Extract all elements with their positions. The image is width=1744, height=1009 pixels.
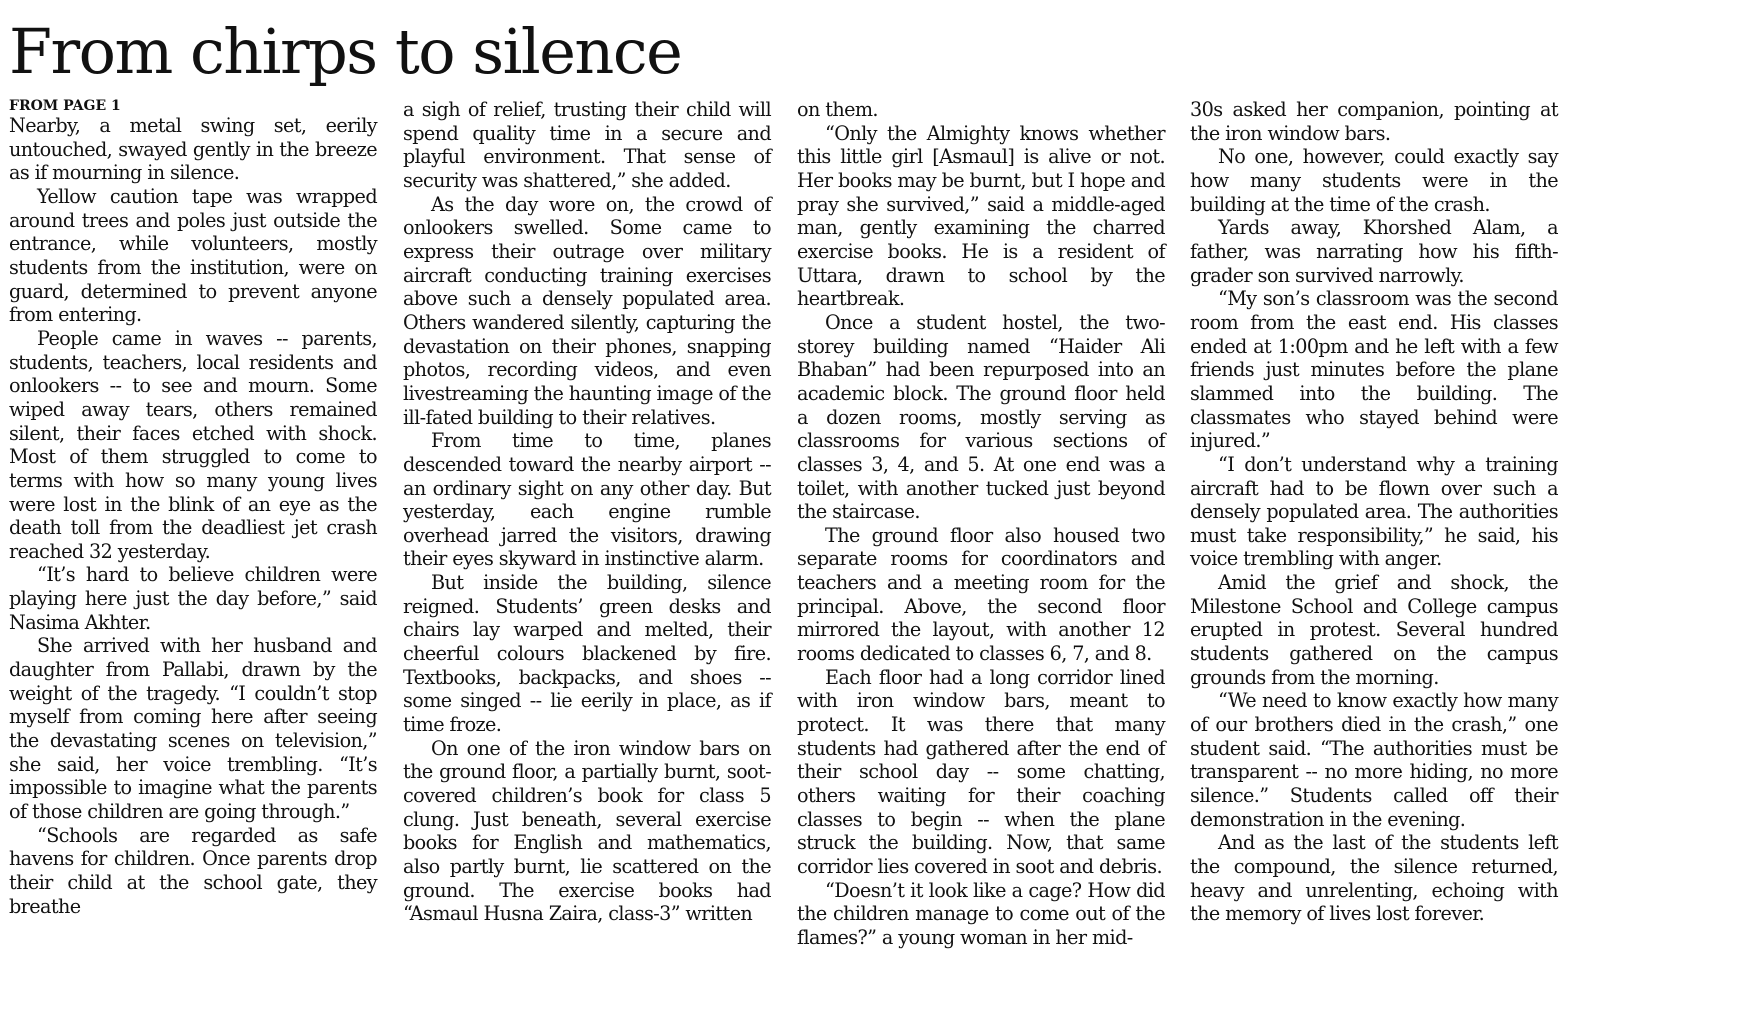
paragraph: a sigh of relief, trusting their child will spend quality time in a secure and playful environment. That sense of security was shattered,” she added. [403, 98, 771, 192]
paragraph: She arrived with her husband and daughter from Pallabi, drawn by the weight of the tragedy. “I couldn’t stop myself from coming here after seeing the devastating scenes on television,” she said, her voice trembling. “It’s impossible to imagine what the parents of those children are going through.” [9, 634, 377, 824]
paragraph: Once a student hostel, the two-storey building named “Haider Ali Bhaban” had been repurposed into an academic block. The ground floor held a dozen rooms, mostly serving as classrooms for various sections of classes 3, 4, and 5. At one end was a toilet, with another tucked just beyond the staircase. [797, 310, 1165, 524]
paragraph: “My son’s classroom was the second room from the east end. His classes ended at 1:00pm and he left with a few friends just minutes before the plane slammed into the building. The classmates who stayed behind were injured.” [1190, 287, 1558, 453]
paragraph: But inside the building, silence reigned. Students’ green desks and chairs lay warped and melted, their cheerful colours blackened by fire. Textbooks, backpacks, and shoes -- some singed -- lie eerily in place, as if time froze. [403, 571, 771, 737]
paragraph: On one of the iron window bars on the ground floor, a partially burnt, soot-covered children’s book for class 5 clung. Just beneath, several exercise books for English and mathematics, also partly burnt, lie scattered on the ground. The exercise books had “Asmaul Husna Zaira, class-3” written [403, 736, 771, 926]
paragraph: “We need to know exactly how many of our brothers died in the crash,” one student said. “The authorities must be transparent -- no more hiding, no more silence.” Students called off their demonstration in the evening. [1190, 689, 1558, 831]
paragraph: “I don’t understand why a training aircraft had to be flown over such a densely populated area. The authorities must take responsibility,” he said, his voice trembling with anger. [1190, 452, 1558, 571]
article-column-4 [1190, 98, 1558, 926]
paragraph: From time to time, planes descended toward the nearby airport -- an ordinary sight on any other day. But yesterday, each engine rumble overhead jarred the visitors, drawing their eyes skyward in instinctive alarm. [403, 429, 771, 571]
paragraph: As the day wore on, the crowd of onlookers swelled. Some came to express their outrage over military aircraft conducting training exercises above such a densely populated area. Others wandered silently, capturing the devastation on their phones, snapping photos, recording videos, and even livestreaming the haunting image of the ill-fated building to their relatives. [403, 192, 771, 429]
headline: From chirps to silence [9, 15, 682, 88]
paragraph: And as the last of the students left the compound, the silence returned, heavy and unrelenting, echoing with the memory of lives lost forever. [1190, 831, 1558, 926]
paragraph: “Schools are regarded as safe havens for children. Once parents drop their child at the school gate, they breathe [9, 823, 377, 918]
paragraph: on them. [797, 98, 878, 121]
article-column-3 [797, 98, 1165, 950]
paragraph: Each floor had a long corridor lined with iron window bars, meant to protect. It was there that many students had gathered after the end of their school day -- some chatting, others waiting for their coaching classes to begin -- when the plane struck the building. Now, that same corridor lies covered in soot and debris. [797, 665, 1165, 878]
paragraph: People came in waves -- parents, students, teachers, local residents and onlookers -- to see and mourn. Some wiped away tears, others remained silent, their faces etched with shock. Most of them struggled to come to terms with how so many young lives were lost in the blink of an eye as the death toll from the deadliest jet crash reached 32 yesterday. [9, 326, 377, 563]
article-column-2 [403, 98, 771, 926]
paragraph: No one, however, could exactly say how many students were in the building at the time of the crash. [1190, 145, 1558, 216]
paragraph: “Doesn’t it look like a cage? How did the children manage to come out of the flames?” a young woman in her mid- [797, 878, 1165, 949]
paragraph: The ground floor also housed two separate rooms for coordinators and teachers and a meeting room for the principal. Above, the second floor mirrored the layout, with another 12 rooms dedicated to classes 6, 7, and 8. [797, 523, 1165, 666]
kicker-from-page: FROM PAGE 1 [9, 98, 121, 114]
paragraph: Yards away, Khorshed Alam, a father, was narrating how his fifth-grader son survived narrowly. [1190, 216, 1558, 287]
paragraph: Yellow caution tape was wrapped around trees and poles just outside the entrance, while volunteers, mostly students from the institution, were on guard, determined to prevent anyone from entering. [9, 184, 377, 327]
paragraph: Amid the grief and shock, the Milestone School and College campus erupted in protest. Several hundred students gathered on the campus grounds from the morning. [1190, 571, 1558, 689]
paragraph: Nearby, a metal swing set, eerily untouched, swayed gently in the breeze as if mourning in silence. [9, 114, 377, 185]
paragraph: “It’s hard to believe children were playing here just the day before,” said Nasima Akhter. [9, 563, 377, 634]
paragraph: 30s asked her companion, pointing at the iron window bars. [1190, 98, 1558, 145]
paragraph: “Only the Almighty knows whether this little girl [Asmaul] is alive or not. Her books may be burnt, but I hope and pray she survived,” said a middle-aged man, gently examining the charred exercise books. He is a resident of Uttara, drawn to school by the heartbreak. [797, 121, 1165, 311]
article-column-1 [9, 98, 377, 918]
